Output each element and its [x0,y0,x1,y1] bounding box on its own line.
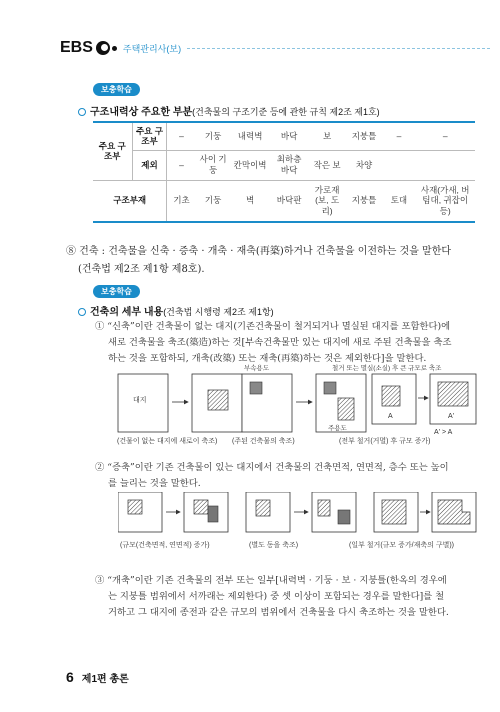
p1-line1: ① “신축”이란 건축물이 없는 대지(기존건축물이 철거되거나 멸실된 대지를 포함한다)에 [95,321,451,332]
table-cell: 가로재 (보, 도리) [309,180,346,222]
separate-building [338,510,350,524]
structure-table [93,121,475,223]
item8-ref: (건축법 제2조 제1항 제8호). [78,264,205,275]
building-hatch [318,500,330,516]
table-cell: 지붕틀 [346,122,383,150]
supplement-badge: 보충학습 [93,83,140,96]
table-cell: 기둥 [196,122,231,150]
accessory-building [250,382,262,394]
table-cell: 기둥 [196,180,231,222]
header-subtitle: 주택관리사(보) [122,43,182,54]
bullet-icon [78,108,86,116]
building-hatch [256,500,270,516]
ebs-logo: EBS [60,39,93,56]
table-cell: 칸막이벽 [231,150,270,180]
figure-new-construction [110,362,480,446]
table-cell: 기초 [167,180,196,222]
lot-label: 대지 [133,397,147,404]
bullet-icon [78,308,86,316]
table-cell: 사이 기둥 [196,150,231,180]
accessory-building [324,382,336,394]
table-cell: 바닥 [270,122,309,150]
logo-dot-icon [112,46,117,51]
table-cell: 보 [309,122,346,150]
table-cell: 내력벽 [231,122,270,150]
accessory-label: 부속용도 [244,365,270,372]
figure-extension [118,492,478,536]
label-a: A [388,413,393,420]
p3-line3: 거하고 그 대지에 종전과 같은 규모의 범위에서 건축물을 다시 축조하는 것을 말한다. [108,607,449,618]
table-cell: 지붕틀 [346,180,383,222]
row-label: 제외 [132,150,167,180]
supplement-badge: 보충학습 [93,285,140,298]
table-cell [415,150,475,180]
main-building [338,398,354,420]
table-cell: 작은 보 [309,150,346,180]
p3-line2: 는 지붕틀 범위에서 서까래는 제외한다) 중 셋 이상이 포함되는 경우를 말한다]를 철 [108,591,445,602]
p3-line1: ③ “개축”이란 기존 건축물의 전부 또는 일부[내력벽 · 기둥 · 보 · 지붕틀(한옥의 경우에 [95,575,447,586]
section2-title-paren: (건축법 시행령 제2조 제1항) [163,307,274,317]
building-hatch [382,500,406,524]
table-cell: 토대 [383,180,416,222]
table-cell: 최하층 바닥 [270,150,309,180]
table-cell: 차양 [346,150,383,180]
group-label: 주요 구조부 [93,122,132,180]
table-cell: – [383,122,416,150]
table-cell: – [167,122,196,150]
section1-title [78,103,380,118]
table-cell: 벽 [231,180,270,222]
table-row [93,122,475,150]
building-hatch [208,390,228,410]
table-cell: 바닥판 [270,180,309,222]
p2-line1: ② “증축”이란 기존 건축물이 있는 대지에서 건축물의 건축면적, 연면적, 층수 또는 높이 [95,462,449,473]
section1-title-bold: 구조내력상 주요한 부분 [90,107,193,118]
demolish-label: 철거 또는 멸실(소실) 후 큰 규모로 축조 [332,365,442,372]
fig1-caption1: (건물이 없는 대지에 새로이 축조) [117,438,218,445]
page-footer [66,669,129,685]
p1-line2: 새로 건축물을 축조(築造)하는 것[부속건축물만 있는 대지에 새로 주된 건축물을 축조 [108,337,452,348]
fig2-caption1: (규모(건축면적, 연면적) 증가) [120,542,210,549]
table-row [93,180,475,222]
fig1-caption2: (주된 건축물의 축조) [232,438,295,445]
main-use-label: 주용도 [328,425,347,432]
table-cell: – [415,122,475,150]
table-row [93,150,475,180]
building-hatch [382,386,400,406]
page-header [60,38,490,58]
building-hatch [438,382,468,406]
building-hatch [128,500,142,514]
table-cell [383,150,416,180]
building-hatch [194,500,208,514]
section2-title [78,303,274,318]
fig2-caption3: (일부 철거(규모 증가/재축의 구별)) [349,542,455,549]
table-cell: – [167,150,196,180]
footer-text: 제1편 총론 [81,674,129,685]
row-label: 구조부재 [93,180,167,222]
row-label: 주요 구조부 [132,122,167,150]
label-a-prime: A' [448,413,455,420]
lot-box [242,374,292,432]
section1-title-paren: (건축물의 구조기준 등에 관한 규칙 제2조 제1호) [192,107,380,117]
page-number: 6 [66,669,74,685]
fig1-caption3: (전부 철거(거멸) 후 규모 증가) [339,438,431,445]
p1-line3: 하는 것을 포함하되, 개축(改築) 또는 재축(再築)하는 것은 제외한다]을 말한다. [108,353,427,364]
ebs-logo-icon [96,41,110,55]
p2-line2: 를 늘리는 것을 말한다. [108,478,201,489]
label-inequality: A' > A [434,429,453,436]
table-cell: 사재(가새, 버팀대, 귀잡이 등) [415,180,475,222]
item8-text: ⑧ 건축 : 건축물을 신축 · 증축 · 개축 · 재축(再築)하거나 건축물을 이전하는 것을 말한다 [66,246,452,257]
extension-part [208,506,218,522]
fig2-caption2: (별도 동을 축조) [249,542,299,549]
header-divider [187,48,490,49]
section2-title-bold: 건축의 세부 내용 [90,307,164,318]
